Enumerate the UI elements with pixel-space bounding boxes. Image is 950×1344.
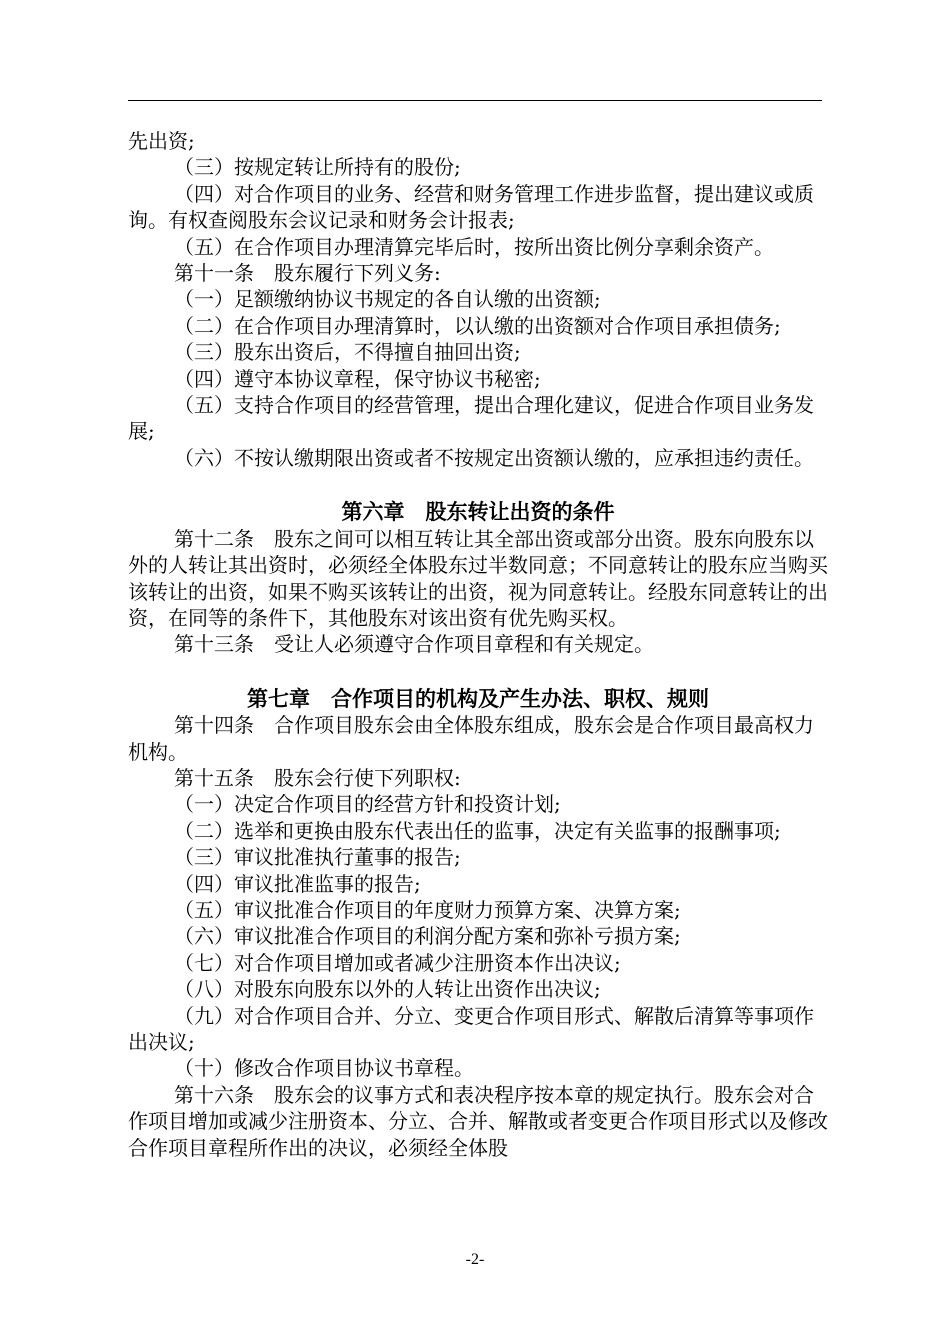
paragraph: （五）审议批准合作项目的年度财力预算方案、决算方案;	[174, 897, 681, 922]
article-paragraph: 第十六条 股东会的议事方式和表决程序按本章的规定执行。股东会对合作项目增加或减少注册资本、分立、合并、解散或者变更合作项目形式以及修改合作项目章程所作出的决议，必须经全体股	[128, 1082, 828, 1160]
paragraph: （二）选举和更换由股东代表出任的监事，决定有关监事的报酬事项;	[174, 818, 781, 843]
paragraph: （一）足额缴纳协议书规定的各自认缴的出资额;	[174, 287, 601, 312]
article-paragraph: 第十三条 受让人必须遵守合作项目章程和有关规定。	[174, 632, 654, 657]
paragraph: （二）在合作项目办理清算时，以认缴的出资额对合作项目承担债务;	[174, 313, 781, 338]
paragraph: （七）对合作项目增加或者减少注册资本作出决议;	[174, 950, 621, 975]
paragraph: （九）对合作项目合并、分立、变更合作项目形式、解散后清算等事项作出决议;	[128, 1003, 814, 1054]
paragraph: （三）按规定转让所持有的股份;	[174, 155, 461, 180]
article-paragraph: 第十五条 股东会行使下列职权:	[174, 765, 461, 790]
article-paragraph: 第十四条 合作项目股东会由全体股东组成，股东会是合作项目最高权力机构。	[128, 713, 814, 764]
paragraph: （一）决定合作项目的经营方针和投资计划;	[174, 792, 561, 817]
paragraph: 先出资;	[128, 129, 195, 153]
article-paragraph: 第十一条 股东履行下列义务:	[174, 261, 441, 286]
paragraph: （三）股东出资后，不得擅自抽回出资;	[174, 340, 521, 365]
paragraph: （四）遵守本协议章程，保守协议书秘密;	[174, 366, 541, 391]
chapter-heading: 第七章 合作项目的机构及产生办法、职权、规则	[247, 686, 709, 711]
page-number: -2-	[465, 1251, 485, 1268]
header-rule	[128, 100, 822, 101]
article-paragraph: 第十二条 股东之间可以相互转让其全部出资或部分出资。股东向股东以外的人转让其出资时，必须经全体股东过半数同意；不同意转让的股东应当购买该转让的出资，如果不购买该转让的出资，视为同意转让。经股东同意转让的出资，在同等的条件下，其他股东对该出资有优先购买权。	[128, 526, 828, 630]
paragraph: （八）对股东向股东以外的人转让出资作出决议;	[174, 977, 601, 1002]
chapter-heading: 第六章 股东转让出资的条件	[341, 500, 615, 525]
document-body	[128, 128, 828, 1161]
paragraph: （五）支持合作项目的经营管理，提出合理化建议，促进合作项目业务发展;	[128, 393, 814, 444]
paragraph: （四）审议批准监事的报告;	[174, 871, 421, 896]
paragraph: （五）在合作项目办理清算完毕后时，按所出资比例分享剩余资产。	[174, 234, 774, 259]
paragraph: （三）审议批准执行董事的报告;	[174, 845, 461, 870]
paragraph: （六）审议批准合作项目的利润分配方案和弥补亏损方案;	[174, 924, 681, 949]
paragraph: （四）对合作项目的业务、经营和财务管理工作进步监督，提出建议或质询。有权查阅股东会议记录和财务会计报表;	[128, 181, 814, 233]
paragraph: （六）不按认缴期限出资或者不按规定出资额认缴的，应承担违约责任。	[174, 445, 814, 470]
paragraph: （十）修改合作项目协议书章程。	[174, 1056, 474, 1081]
